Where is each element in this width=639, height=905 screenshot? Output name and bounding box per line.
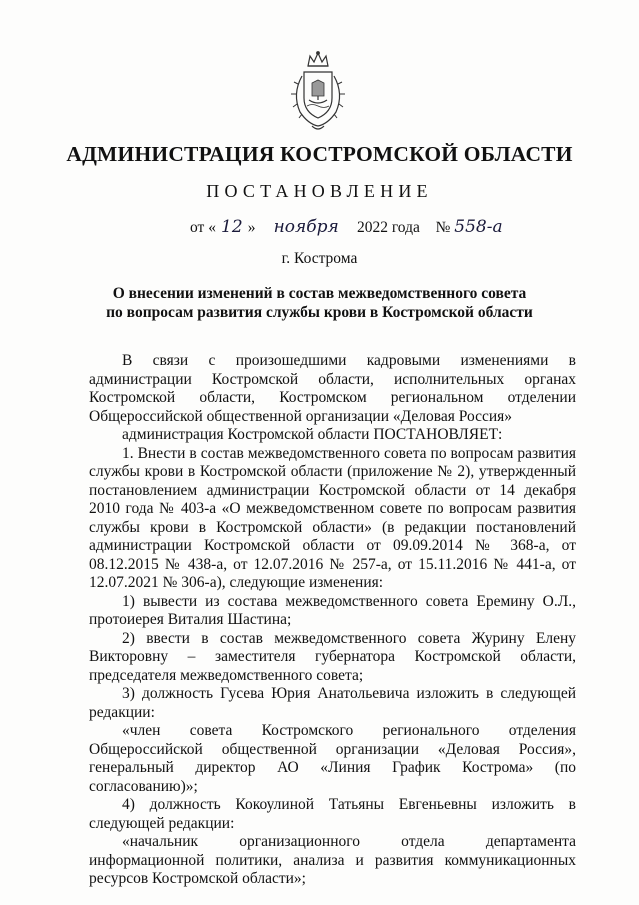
paragraph: 4) должность Кокоулиной Татьяны Евгеньевны изложить в следующей редакции:: [89, 796, 576, 832]
handwritten-month: ноября: [273, 217, 339, 237]
number-sign: №: [435, 219, 451, 236]
kostroma-coat-of-arms-icon: [286, 50, 350, 134]
paragraph: «член совета Костромского регионального отделения Общероссийской общественной организации «Деловая Россия», генеральный директор АО «Линия График Кострома» (по согласованию)»;: [89, 722, 576, 795]
document-type: ПОСТАНОВЛЕНИЕ: [206, 181, 433, 201]
date-prefix: от «: [190, 219, 216, 236]
date-mid: »: [247, 219, 256, 236]
document-body: [89, 352, 576, 889]
paragraph: 3) должность Гусева Юрия Анатольевича изложить в следующей редакции:: [89, 685, 576, 721]
handwritten-number: 558-а: [454, 217, 503, 237]
paragraph: «начальник организационного отдела департамента информационной политики, анализа и развития коммуникационных ресурсов Костромской области»;: [89, 833, 576, 887]
date-number-line: [190, 217, 516, 237]
organization-title: АДМИНИСТРАЦИЯ КОСТРОМСКОЙ ОБЛАСТИ: [66, 142, 573, 166]
city-name: г. Кострома: [281, 250, 358, 267]
paragraph: 2) ввести в состав межведомственного совета Журину Елену Викторовну – заместителя губернатора Костромской области, председателя межведомственного совета;: [89, 629, 576, 684]
paragraph: 1. Внести в состав межведомственного совета по вопросам развития службы крови в Костромской области (приложение № 2), утвержденный постановлением администрации Костромской области от 14 декабря 2010 года № 403-а «О межведомственном совете по вопросам развития службы крови в Костромской области» (в редакции постановлений администрации Костромской области от 09.09.2014 № 368-а, от 08.12.2015 № 438-а, от 12.07.2016 № 257-а, от 15.11.2016 № 441-а, от 12.07.2021 № 306-а), следующие изменения:: [89, 444, 576, 591]
document-subject: [0, 284, 639, 322]
subject-line: О внесении изменений в состав межведомственного совета: [112, 285, 527, 302]
subject-line: по вопросам развития службы крови в Костромской области: [106, 304, 533, 321]
handwritten-day: 12: [221, 217, 243, 237]
date-year: 2022 года: [356, 219, 420, 236]
paragraph: администрация Костромской области ПОСТАНОВЛЯЕТ:: [122, 426, 503, 443]
paragraph: 1) вывести из состава межведомственного совета Еремину О.Л., протоиерея Виталия Шастина;: [89, 592, 576, 628]
paragraph: В связи с произошедшими кадровыми изменениями в администрации Костромской области, исполнительных органах Костромской области, Костромском региональном отделении Общероссийской общественной организации «Деловая Россия»: [89, 352, 576, 425]
